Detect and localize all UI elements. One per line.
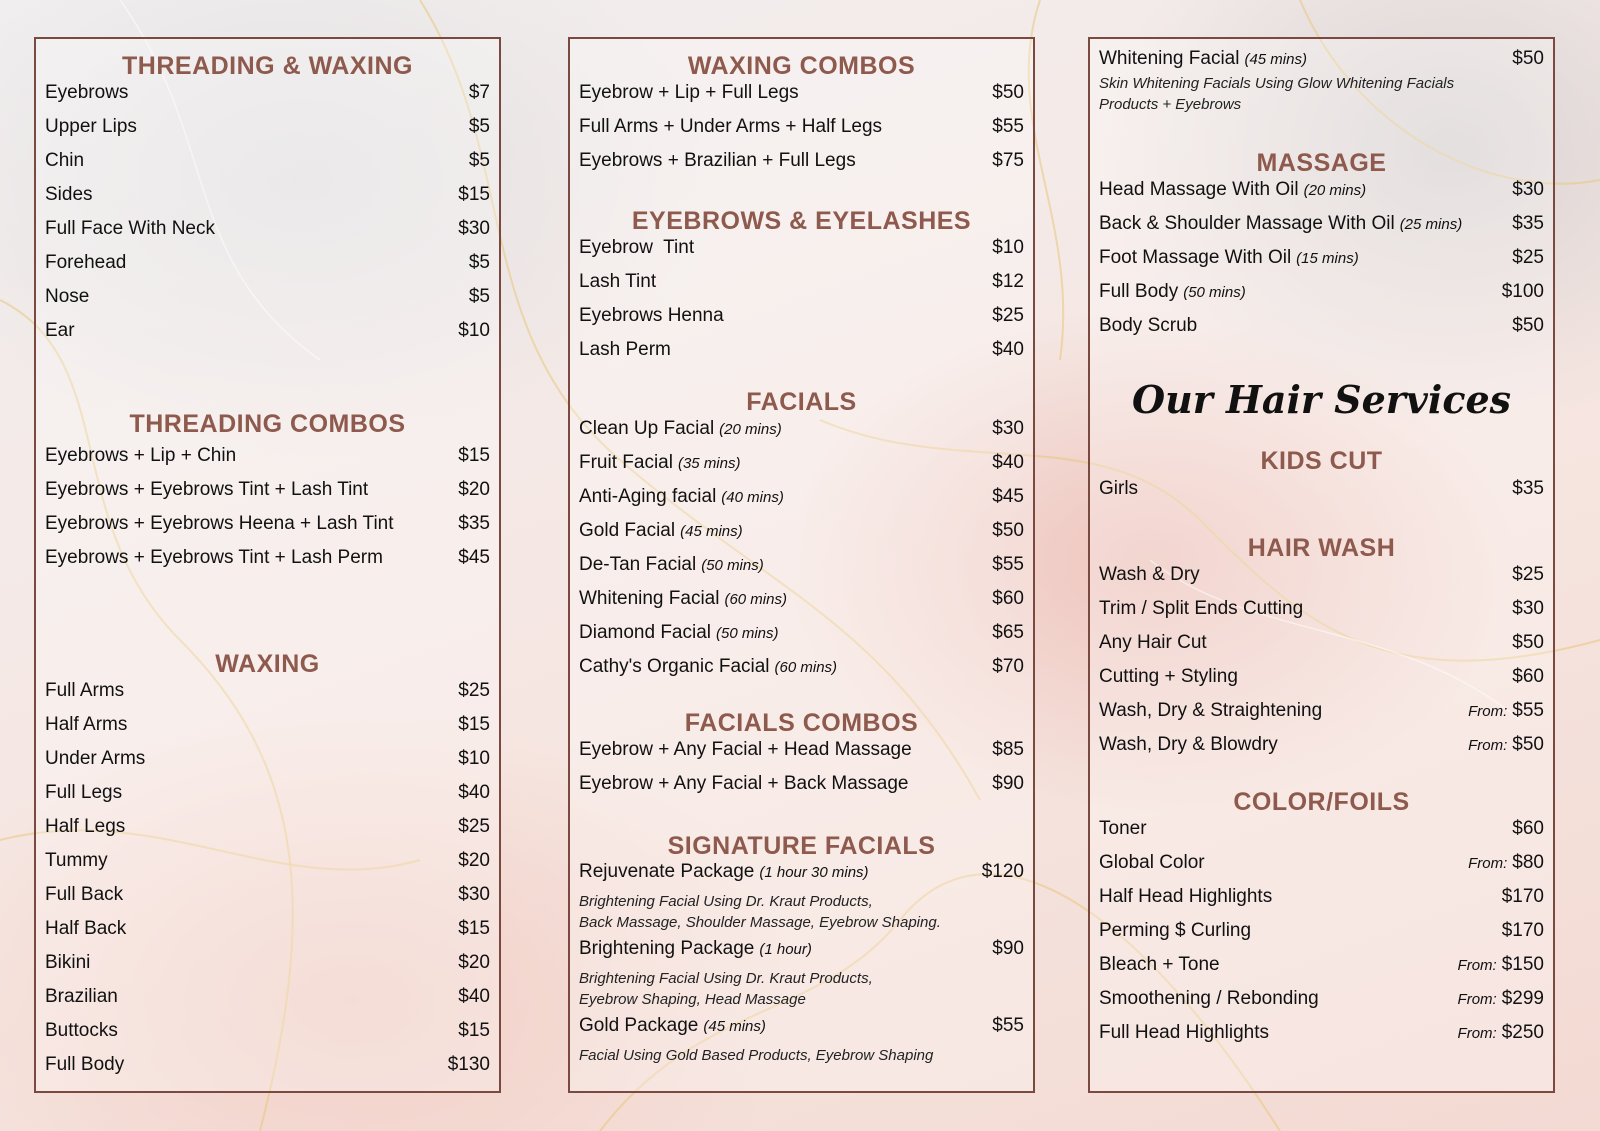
list-item: Anti-Aging facial (40 mins) $45 [579,486,1024,507]
list-item: Clean Up Facial (20 mins) $30 [579,418,1024,439]
list-item: Eyebrows Henna $25 [579,305,1024,326]
list-item: Eyebrows + Eyebrows Tint + Lash Tint $20 [45,479,490,500]
menu-column-3 [1088,37,1555,1093]
list-item: Any Hair Cut $50 [1099,632,1544,653]
list-item: Smoothening / Rebonding From: $299 [1099,988,1544,1009]
color-foils-heading: COLOR/FOILS [1233,788,1410,816]
item-description: Back Massage, Shoulder Massage, Eyebrow Shaping. [579,914,941,931]
list-item: Under Arms $10 [45,748,490,769]
list-item: Full Arms $25 [45,680,490,701]
menu-column-2 [568,37,1035,1093]
list-item: Eyebrows $7 [45,82,490,103]
list-item: Eyebrow Tint $10 [579,237,1024,258]
list-item: Diamond Facial (50 mins) $65 [579,622,1024,643]
list-item: Fruit Facial (35 mins) $40 [579,452,1024,473]
list-item: Eyebrow + Any Facial + Back Massage $90 [579,773,1024,794]
list-item: Rejuvenate Package (1 hour 30 mins) $120 [579,861,1024,882]
list-item: Sides $15 [45,184,490,205]
list-item: Cathy's Organic Facial (60 mins) $70 [579,656,1024,677]
list-item: Girls $35 [1099,478,1544,499]
hair-services-title: Our Hair Services [1131,377,1512,422]
list-item: Half Head Highlights $170 [1099,886,1544,907]
item-description: Facial Using Gold Based Products, Eyebrow Shaping [579,1047,934,1064]
item-description: Eyebrow Shaping, Head Massage [579,991,806,1008]
list-item: Gold Package (45 mins) $55 [579,1015,1024,1036]
eyebrows-eyelashes-heading: EYEBROWS & EYELASHES [631,207,972,235]
list-item: Head Massage With Oil (20 mins) $30 [1099,179,1544,200]
item-description: Skin Whitening Facials Using Glow Whitening Facials [1099,75,1455,92]
list-item: Chin $5 [45,150,490,171]
waxing-combos-heading: WAXING COMBOS [687,52,916,80]
list-item: Full Back $30 [45,884,490,905]
list-item: Bleach + Tone From: $150 [1099,954,1544,975]
threading-waxing-heading: THREADING & WAXING [122,52,413,80]
list-item: Half Legs $25 [45,816,490,837]
list-item: Cutting + Styling $60 [1099,666,1544,687]
list-item: Full Body (50 mins) $100 [1099,281,1544,302]
list-item: Full Legs $40 [45,782,490,803]
menu-column-1 [34,37,501,1093]
hair-wash-heading: HAIR WASH [1247,534,1396,562]
item-description: Brightening Facial Using Dr. Kraut Products, [579,893,873,910]
list-item: Full Arms + Under Arms + Half Legs $55 [579,116,1024,137]
list-item: Whitening Facial (45 mins) $50 [1099,48,1544,69]
list-item: Perming $ Curling $170 [1099,920,1544,941]
list-item: Wash & Dry $25 [1099,564,1544,585]
list-item: Body Scrub $50 [1099,315,1544,336]
list-item: Eyebrows + Lip + Chin $15 [45,445,490,466]
list-item: Full Face With Neck $30 [45,218,490,239]
list-item: De-Tan Facial (50 mins) $55 [579,554,1024,575]
list-item: Wash, Dry & Blowdry From: $50 [1099,734,1544,755]
facials-heading: FACIALS [746,388,857,416]
list-item: Eyebrows + Eyebrows Heena + Lash Tint $35 [45,513,490,534]
list-item: Brightening Package (1 hour) $90 [579,938,1024,959]
list-item: Full Body $130 [45,1054,490,1075]
item-description: Products + Eyebrows [1099,96,1242,113]
list-item: Nose $5 [45,286,490,307]
list-item: Buttocks $15 [45,1020,490,1041]
list-item: Lash Perm $40 [579,339,1024,360]
list-item: Trim / Split Ends Cutting $30 [1099,598,1544,619]
list-item: Whitening Facial (60 mins) $60 [579,588,1024,609]
signature-facials-heading: SIGNATURE FACIALS [667,832,936,860]
kids-cut-heading: KIDS CUT [1260,447,1383,475]
list-item: Wash, Dry & Straightening From: $55 [1099,700,1544,721]
list-item: Brazilian $40 [45,986,490,1007]
list-item: Eyebrows + Brazilian + Full Legs $75 [579,150,1024,171]
list-item: Foot Massage With Oil (15 mins) $25 [1099,247,1544,268]
list-item: Global Color From: $80 [1099,852,1544,873]
list-item: Half Back $15 [45,918,490,939]
list-item: Full Head Highlights From: $250 [1099,1022,1544,1043]
list-item: Toner $60 [1099,818,1544,839]
list-item: Tummy $20 [45,850,490,871]
massage-heading: MASSAGE [1256,149,1387,177]
facials-combos-heading: FACIALS COMBOS [684,709,919,737]
list-item: Lash Tint $12 [579,271,1024,292]
list-item: Forehead $5 [45,252,490,273]
list-item: Half Arms $15 [45,714,490,735]
waxing-heading: WAXING [215,650,320,678]
list-item: Eyebrows + Eyebrows Tint + Lash Perm $45 [45,547,490,568]
list-item: Bikini $20 [45,952,490,973]
threading-combos-heading: THREADING COMBOS [129,410,406,438]
list-item: Gold Facial (45 mins) $50 [579,520,1024,541]
item-description: Brightening Facial Using Dr. Kraut Products, [579,970,873,987]
list-item: Ear $10 [45,320,490,341]
list-item: Eyebrow + Lip + Full Legs $50 [579,82,1024,103]
list-item: Back & Shoulder Massage With Oil (25 mins) $35 [1099,213,1544,234]
list-item: Upper Lips $5 [45,116,490,137]
list-item: Eyebrow + Any Facial + Head Massage $85 [579,739,1024,760]
